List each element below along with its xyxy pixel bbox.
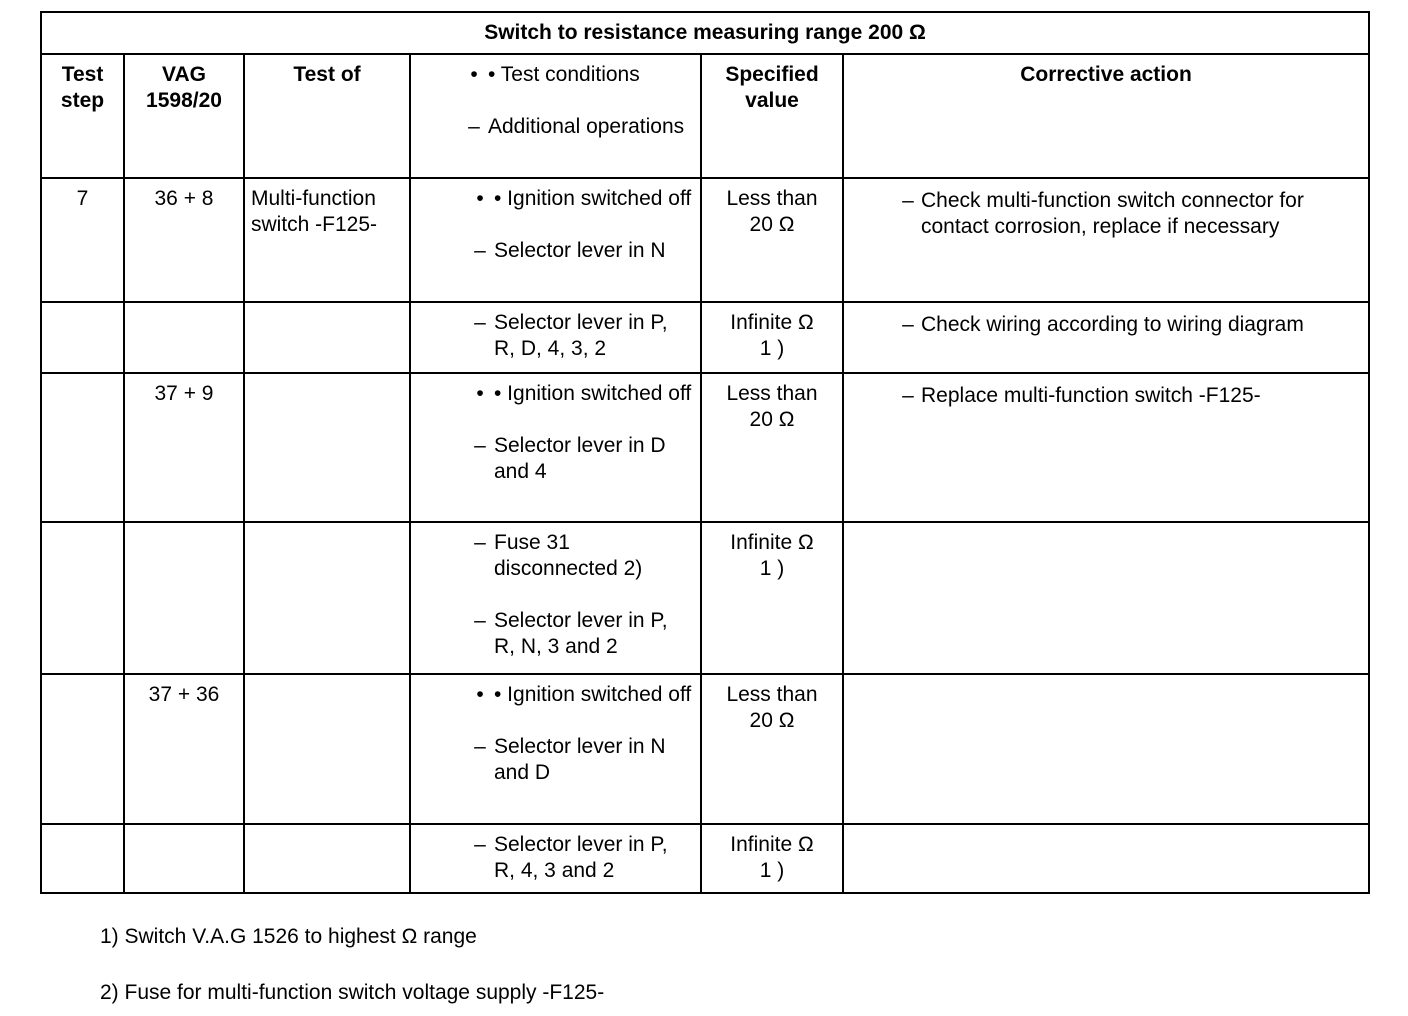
cell-test-step: 7 [41, 178, 124, 302]
cell-test-step [41, 522, 124, 674]
condition-item [417, 310, 694, 362]
condition-item [417, 238, 694, 264]
condition-item [417, 530, 694, 582]
cell-test-step [41, 824, 124, 893]
header-conditions [410, 54, 701, 178]
cell-conditions [410, 178, 701, 302]
table-row [41, 674, 1369, 824]
cell-vag: 37 + 36 [124, 674, 244, 824]
cell-test-of [244, 373, 410, 522]
header-test-step [41, 54, 124, 178]
condition-text: • Ignition switched off [494, 683, 692, 706]
cell-specified-value [701, 302, 843, 373]
cell-conditions [410, 674, 701, 824]
header-specified-line2: value [745, 89, 799, 112]
corrective-text: Check wiring according to wiring diagram [921, 313, 1304, 336]
specified-line1: Less than [726, 382, 818, 405]
cell-corrective-action [843, 178, 1369, 302]
bullet-icon: • [470, 63, 478, 86]
bullet-icon: • [476, 683, 484, 706]
dash-icon: – [474, 735, 486, 758]
condition-text: Selector lever in N [494, 239, 666, 262]
specified-line2: 1 ) [759, 557, 785, 580]
header-row [41, 54, 1369, 178]
dash-icon: – [902, 189, 914, 212]
test-table [40, 11, 1370, 894]
condition-text: Selector lever in P, R, D, 4, 3, 2 [494, 311, 668, 360]
cell-specified-value [701, 522, 843, 674]
header-vag-line2: 1598/20 [146, 89, 222, 112]
cell-vag [124, 302, 244, 373]
condition-item [417, 734, 694, 786]
table-row [41, 302, 1369, 373]
header-specified-line1: Specified [725, 63, 819, 86]
header-test-step-line1: Test [61, 63, 104, 86]
footnote-2: 2) Fuse for multi-function switch voltage supply -F125- [100, 981, 605, 1004]
cell-vag [124, 824, 244, 893]
dash-icon: – [474, 609, 486, 632]
specified-line1: Less than [726, 187, 818, 210]
dash-icon: – [474, 434, 486, 457]
condition-item [417, 186, 694, 212]
bullet-icon: • [476, 187, 484, 210]
condition-item [417, 433, 694, 485]
specified-line2: 20 Ω [749, 709, 795, 732]
header-vag-line1: VAG [162, 63, 206, 86]
header-corrective-action: Corrective action [843, 54, 1369, 178]
condition-item [417, 832, 694, 884]
table-row [41, 522, 1369, 674]
header-test-step-line2: step [60, 89, 105, 112]
specified-line1: Infinite Ω [730, 833, 814, 856]
condition-text: Fuse 31 disconnected 2) [494, 531, 643, 580]
cell-specified-value [701, 373, 843, 522]
cell-corrective-action [843, 674, 1369, 824]
dash-icon: – [474, 239, 486, 262]
title-row [41, 12, 1369, 54]
condition-text: Selector lever in N and D [494, 735, 666, 784]
dash-icon: – [902, 384, 914, 407]
corrective-item [844, 310, 1368, 338]
dash-icon: – [468, 115, 480, 138]
condition-item [417, 682, 694, 708]
condition-text: Selector lever in D and 4 [494, 434, 666, 483]
cell-specified-value [701, 178, 843, 302]
condition-item [417, 381, 694, 407]
specified-line2: 20 Ω [749, 408, 795, 431]
cell-conditions [410, 302, 701, 373]
condition-text: • Ignition switched off [494, 187, 692, 210]
cell-conditions [410, 373, 701, 522]
specified-line1: Infinite Ω [730, 311, 814, 334]
condition-text: Selector lever in P, R, N, 3 and 2 [494, 609, 668, 658]
cell-test-of [244, 522, 410, 674]
specified-line2: 20 Ω [749, 213, 795, 236]
cell-test-of [244, 674, 410, 824]
dash-icon: – [474, 833, 486, 856]
dash-icon: – [902, 313, 914, 336]
table-body [41, 178, 1369, 893]
cell-specified-value [701, 674, 843, 824]
cell-corrective-action [843, 522, 1369, 674]
cell-corrective-action [843, 824, 1369, 893]
table-row [41, 178, 1369, 302]
corrective-text: Check multi-function switch connector for contact corrosion, replace if necessary [921, 189, 1304, 238]
cell-conditions [410, 824, 701, 893]
condition-text: • Ignition switched off [494, 382, 692, 405]
dash-icon: – [474, 311, 486, 334]
condition-text: Selector lever in P, R, 4, 3 and 2 [494, 833, 668, 882]
cell-specified-value [701, 824, 843, 893]
corrective-item [844, 186, 1368, 240]
cell-vag [124, 522, 244, 674]
table-row [41, 824, 1369, 893]
cell-vag: 37 + 9 [124, 373, 244, 522]
cell-test-step [41, 674, 124, 824]
corrective-item [844, 381, 1368, 409]
cell-test-of [244, 824, 410, 893]
condition-item [417, 608, 694, 660]
cell-test-step [41, 302, 124, 373]
header-specified-value [701, 54, 843, 178]
cell-test-of: Multi-function switch -F125- [244, 178, 410, 302]
cell-test-step [41, 373, 124, 522]
bullet-icon: • [476, 382, 484, 405]
cell-corrective-action [843, 302, 1369, 373]
footnote-1: 1) Switch V.A.G 1526 to highest Ω range [100, 925, 477, 948]
corrective-text: Replace multi-function switch -F125- [921, 384, 1261, 407]
table-title: Switch to resistance measuring range 200 Ω [41, 12, 1369, 54]
specified-line1: Less than [726, 683, 818, 706]
cell-vag: 36 + 8 [124, 178, 244, 302]
dash-icon: – [474, 531, 486, 554]
specified-line1: Infinite Ω [730, 531, 814, 554]
header-vag [124, 54, 244, 178]
header-test-of: Test of [244, 54, 410, 178]
specified-line2: 1 ) [759, 337, 785, 360]
header-conditions-text: • Test conditions [488, 63, 640, 86]
cell-test-of [244, 302, 410, 373]
cell-corrective-action [843, 373, 1369, 522]
header-operations-text: Additional operations [488, 115, 685, 138]
cell-conditions [410, 522, 701, 674]
table-row [41, 373, 1369, 522]
specified-line2: 1 ) [759, 859, 785, 882]
